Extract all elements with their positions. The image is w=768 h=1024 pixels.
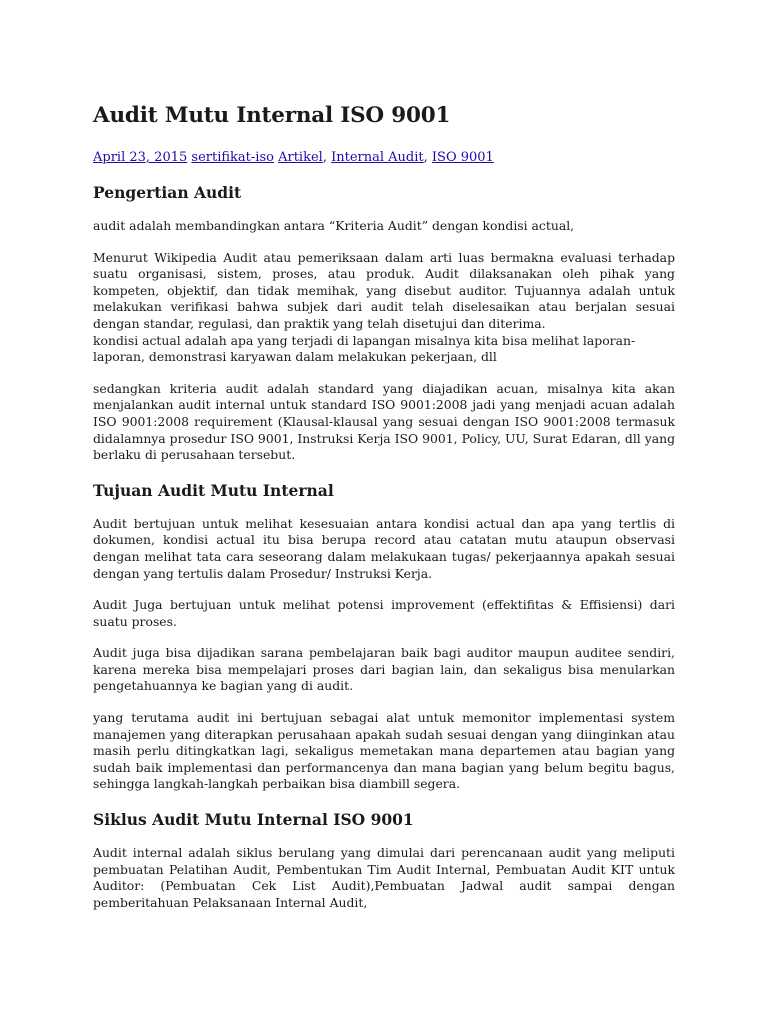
- page-title: Audit Mutu Internal ISO 9001: [93, 103, 451, 128]
- paragraph-tujuan-2: Audit Juga bertujuan untuk melihat potensi improvement (effektifitas & Effisiensi) dari suatu proses.: [93, 597, 675, 629]
- post-author-link[interactable]: sertifikat-iso: [191, 150, 274, 165]
- article: [93, 102, 675, 911]
- paragraph-wikipedia-main: Menurut Wikipedia Audit atau pemeriksaan dalam arti luas bermakna evaluasi terhadap suatu organisasi, sistem, proses, atau produk. Audit dilaksanakan oleh pihak yang kompeten, objektif, dan tidak memihak, yang disebut auditor. Tujuannya adalah untuk melakukan verifikasi bahwa subjek dari audit telah diselesaikan atau berjalan sesuai dengan standar, regulasi, dan praktik yang telah disetujui dan diterima.: [93, 249, 675, 331]
- section-heading-tujuan: Tujuan Audit Mutu Internal: [93, 480, 334, 500]
- paragraph-tujuan-1: Audit bertujuan untuk melihat kesesuaian antara kondisi actual dan apa yang tertlis di dokumen, kondisi actual itu bisa berupa record atau catatan mutu ataupun observasi dengan melihat tata cara seseorang dalam melakukaan tugas/ pekerjaannya apakah sesuai dengan yang tertulis dalam Prosedur/ Instruksi Kerja.: [93, 515, 675, 581]
- category-link-iso-9001[interactable]: ISO 9001: [431, 150, 494, 165]
- paragraph-tujuan-4: yang terutama audit ini bertujuan sebagai alat untuk memonitor implementasi system manajemen yang diterapkan perusahaan apakah sudah sesuai dengan yang diinginkan atau masih perlu ditingkatkan lagi, sekaligus memetakan mana departemen atau bagian yang sudah baik implementasi dan performancenya dan mana bagian yang belum begitu bagus, sehingga langkah-langkah perbaikan bisa diambill segera.: [93, 710, 675, 792]
- category-link-internal-audit[interactable]: Internal Audit: [331, 150, 424, 165]
- post-date-link[interactable]: April 23, 2015: [93, 150, 188, 165]
- paragraph-tujuan-3: Audit juga bisa dijadikan sarana pembelajaran baik bagi auditor maupun auditee sendiri, karena mereka bisa mempelajari proses dari bagian lain, dan sekaligus bisa menularkan pengetahuannya ke bagian yang di audit.: [93, 645, 675, 694]
- section-heading-siklus: Siklus Audit Mutu Internal ISO 9001: [93, 810, 414, 830]
- paragraph-definition: audit adalah membandingkan antara “Kriteria Audit” dengan kondisi actual,: [93, 218, 575, 233]
- post-meta: April 23, 2015 sertifikat-iso Artikel, Internal Audit, ISO 9001: [93, 150, 494, 165]
- section-heading-pengertian: Pengertian Audit: [93, 183, 242, 202]
- paragraph-wikipedia-tail: kondisi actual adalah apa yang terjadi di lapangan misalnya kita bisa melihat laporan-laporan, demonstrasi karyawan dalam melakukan pekerjaan, dll: [93, 332, 636, 365]
- paragraph-kriteria: sedangkan kriteria audit adalah standard yang diajadikan acuan, misalnya kita akan menjalankan audit internal untuk standard ISO 9001:2008 jadi yang menjadi acuan adalah ISO 9001:2008 requirement (Klausal-klausal yang sesuai dengan ISO 9001:2008 termasuk didalamnya prosedur ISO 9001, Instruksi Kerja ISO 9001, Policy, UU, Surat Edaran, dll yang berlaku di perusahaan tersebut.: [93, 380, 675, 463]
- category-link-artikel[interactable]: Artikel: [278, 150, 323, 165]
- paragraph-wikipedia: [93, 250, 675, 366]
- paragraph-siklus: Audit internal adalah siklus berulang yang dimulai dari perencanaan audit yang meliputi pembuatan Pelatihan Audit, Pembentukan Tim Audit Internal, Pembuatan Audit KIT untuk Auditor: (Pembuatan Cek List Audit),Pembuatan Jadwal audit sampai dengan pemberitahuan Pelaksanaan Internal Audit,: [93, 845, 675, 910]
